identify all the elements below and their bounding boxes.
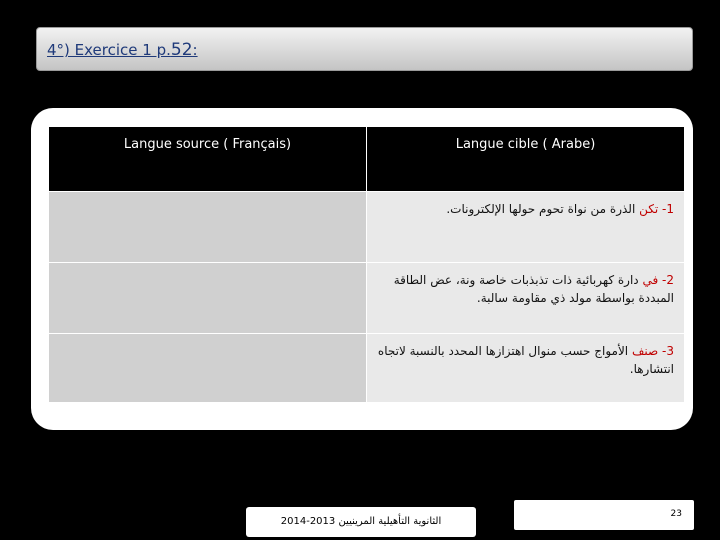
sentence-text: دارة كهربائية ذات تذبذبات خاصة ونة، عض الطاقة المبددة بواسطة مولد ذي مقاومة سالبة. (393, 273, 674, 305)
target-cell (367, 334, 685, 403)
target-cell (367, 192, 685, 263)
sentence-number: 3- صنف (631, 344, 674, 358)
page-number: 23 (670, 509, 682, 519)
source-cell[interactable] (49, 192, 367, 263)
translation-table (48, 126, 685, 403)
source-cell[interactable] (49, 334, 367, 403)
sentence-text: الذرة من نواة تحوم حولها الإلكترونات. (446, 202, 640, 216)
sentence-number: 2- في (642, 273, 674, 287)
table-row (49, 263, 685, 334)
title-prefix: 4°) Exercice 1 p. (47, 41, 171, 59)
sentence-text: الأمواج حسب منوال اهتزازها المحدد بالنسبة لاتجاه انتشارها. (377, 344, 674, 376)
sentence-number: 1- تكن (639, 202, 674, 216)
title-page: 52 (170, 40, 193, 60)
title-suffix: : (192, 41, 198, 59)
page-number-box (514, 500, 694, 530)
table-row (49, 334, 685, 403)
target-cell (367, 263, 685, 334)
source-cell[interactable] (49, 263, 367, 334)
table-row (49, 192, 685, 263)
header-source-language: Langue source ( Français) (49, 127, 367, 192)
slide-title-bar (36, 27, 693, 71)
header-target-language: Langue cible ( Arabe) (367, 127, 685, 192)
footer-school: الثانوية التأهيلية المرينيين 2013-2014 (246, 507, 476, 537)
slide-title (47, 40, 198, 60)
